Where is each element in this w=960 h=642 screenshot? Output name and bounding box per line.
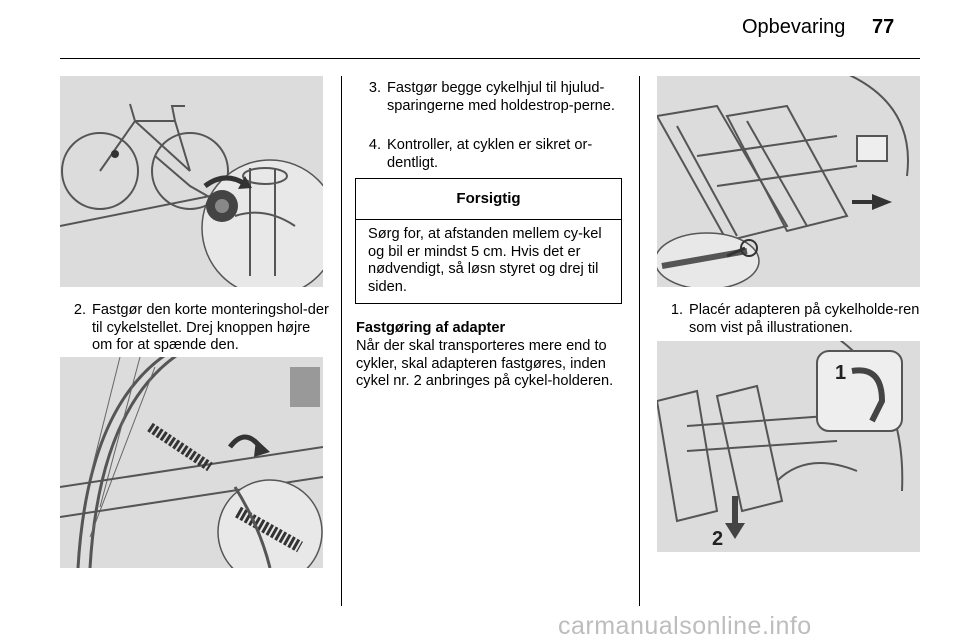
step-3-number: 3. — [368, 80, 381, 96]
step-2-text: Fastgør den korte monteringshol-der til cykelstellet. Drej knoppen højre om for at spænde den. — [92, 302, 329, 353]
step-2-number: 2. — [73, 302, 86, 318]
step-1-number: 1. — [670, 302, 683, 318]
page-title: Opbevaring — [742, 16, 846, 38]
step-4 — [355, 137, 630, 172]
column-divider-left — [341, 76, 342, 606]
figure-adapter-rack — [657, 76, 920, 287]
figure-bike-mount-knob — [60, 76, 323, 287]
watermark: carmanualsonline.info — [558, 612, 812, 640]
callout-1: 1 — [835, 362, 847, 384]
step-4-text: Kontroller, at cyklen er sikret or-dentligt. — [387, 137, 593, 171]
step-1 — [657, 302, 922, 337]
step-4-number: 4. — [368, 137, 381, 153]
figure-adapter-numbered — [657, 341, 920, 552]
figure-wheel-strap — [60, 357, 323, 568]
step-3 — [355, 80, 630, 115]
header-divider — [60, 58, 920, 59]
section-heading: Fastgøring af adapter — [356, 320, 506, 336]
page-number: 77 — [872, 16, 895, 38]
step-2 — [60, 302, 330, 355]
column-divider-right — [639, 76, 640, 606]
caution-box — [355, 178, 622, 304]
section-text: Når der skal transporteres mere end to cykler, skal adapteren fastgøres, inden cykel nr. 2 anbringes på cykel-holderen. — [356, 338, 614, 389]
step-1-text: Placér adapteren på cykelholde-ren som vist på illustrationen. — [689, 302, 920, 336]
caution-text: Sørg for, at afstanden mellem cy-kel og bil er mindst 5 cm. Hvis det er nødvendigt, så løsn styret og drej til siden. — [368, 226, 602, 295]
step-3-text: Fastgør begge cykelhjul til hjulud-sparingerne med holdestrop-perne. — [387, 80, 615, 114]
caution-title: Forsigtig — [356, 179, 621, 220]
callout-2: 2 — [712, 528, 724, 550]
